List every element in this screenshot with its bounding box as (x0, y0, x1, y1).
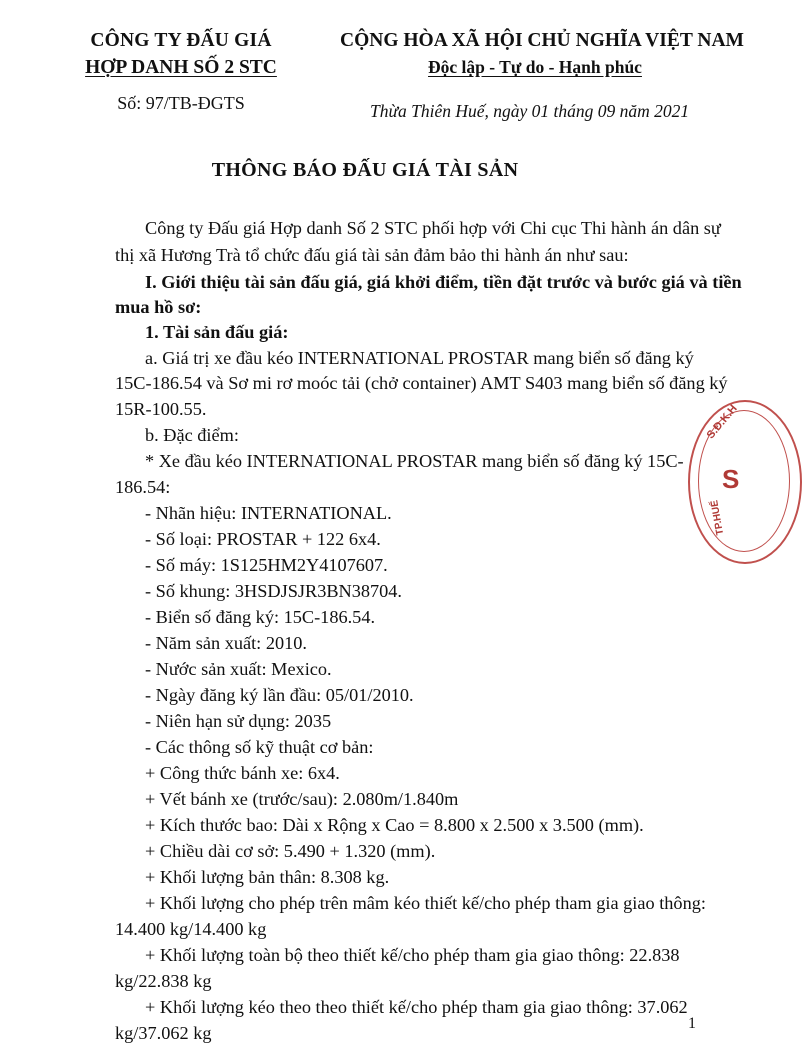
section-1-heading-line-2: mua hồ sơ: (115, 297, 202, 317)
company-name-line1: CÔNG TY ĐẤU GIÁ (90, 30, 272, 51)
company-name-line2 (0, 57, 362, 79)
spec-fifth-wheel-load-line-2: 14.400 kg/14.400 kg (115, 919, 267, 939)
stamp-side-text: TP.HUẾ (709, 499, 727, 536)
page-number: 1 (688, 1015, 696, 1032)
stamp-letter: S (722, 464, 740, 494)
item-a-line-2: 15C-186.54 và Sơ mi rơ moóc tải (chở container) AMT S403 mang biển số đăng ký (115, 373, 728, 393)
vehicle-heading-line-2: 186.54: (115, 477, 171, 497)
spec-chassis-number: - Số khung: 3HSDJSJR3BN38704. (145, 581, 402, 601)
spec-track-width: + Vết bánh xe (trước/sau): 2.080m/1.840m (145, 789, 459, 809)
spec-gross-weight-line-1: + Khối lượng toàn bộ theo thiết kế/cho phép tham gia giao thông: 22.838 (145, 945, 680, 965)
spec-lifetime: - Niên hạn sử dụng: 2035 (145, 711, 332, 731)
spec-towing-weight-line-2: kg/37.062 kg (115, 1023, 212, 1043)
spec-dimensions: + Kích thước bao: Dài x Rộng x Cao = 8.800 x 2.500 x 3.500 (mm). (145, 815, 644, 835)
intro-line-1: Công ty Đấu giá Hợp danh Số 2 STC phối hợp với Chi cục Thi hành án dân sự (145, 218, 721, 238)
spec-technical-heading: - Các thông số kỹ thuật cơ bản: (145, 737, 374, 757)
document-title: THÔNG BÁO ĐẤU GIÁ TÀI SẢN (211, 159, 519, 181)
spec-curb-weight: + Khối lượng bản thân: 8.308 kg. (145, 867, 390, 887)
document-number: Số: 97/TB-ĐGTS (117, 93, 245, 113)
section-1-heading-line-1: I. Giới thiệu tài sản đấu giá, giá khởi điểm, tiền đặt trước và bước giá và tiền (145, 272, 742, 292)
spec-engine-number: - Số máy: 1S125HM2Y4107607. (145, 555, 388, 575)
document-date: Thừa Thiên Huế, ngày 01 tháng 09 năm 2021 (370, 101, 690, 121)
vehicle-heading-line-1: * Xe đầu kéo INTERNATIONAL PROSTAR mang biển số đăng ký 15C- (145, 451, 684, 471)
spec-year: - Năm sản xuất: 2010. (145, 633, 307, 653)
national-motto (340, 57, 730, 78)
national-motto-text: Độc lập - Tự do - Hạnh phúc (428, 57, 642, 77)
spec-gross-weight-line-2: kg/22.838 kg (115, 971, 212, 991)
national-title: CỘNG HÒA XÃ HỘI CHỦ NGHĨA VIỆT NAM (340, 30, 744, 51)
item-b-heading: b. Đặc điểm: (145, 425, 239, 445)
subsection-1-heading: 1. Tài sản đấu giá: (145, 322, 289, 342)
spec-model: - Số loại: PROSTAR + 122 6x4. (145, 529, 381, 549)
spec-brand: - Nhãn hiệu: INTERNATIONAL. (145, 503, 392, 523)
spec-wheelbase: + Chiều dài cơ sở: 5.490 + 1.320 (mm). (145, 841, 436, 861)
intro-line-2: thị xã Hương Trà tổ chức đấu giá tài sản đảm bảo thi hành án như sau: (115, 245, 629, 265)
item-a-line-1: a. Giá trị xe đầu kéo INTERNATIONAL PROSTAR mang biển số đăng ký (145, 348, 694, 368)
stamp-top-text: S.Đ.K.H (704, 402, 740, 442)
spec-first-registration: - Ngày đăng ký lần đầu: 05/01/2010. (145, 685, 414, 705)
company-name-line2-text: HỢP DANH SỐ 2 STC (85, 57, 277, 78)
spec-fifth-wheel-load-line-1: + Khối lượng cho phép trên mâm kéo thiết kế/cho phép tham gia giao thông: (145, 893, 706, 913)
company-stamp (688, 400, 802, 564)
spec-wheel-formula: + Công thức bánh xe: 6x4. (145, 763, 340, 783)
spec-plate-number: - Biển số đăng ký: 15C-186.54. (145, 607, 376, 627)
spec-country: - Nước sản xuất: Mexico. (145, 659, 332, 679)
spec-towing-weight-line-1: + Khối lượng kéo theo theo thiết kế/cho phép tham gia giao thông: 37.062 (145, 997, 688, 1017)
item-a-line-3: 15R-100.55. (115, 399, 207, 419)
